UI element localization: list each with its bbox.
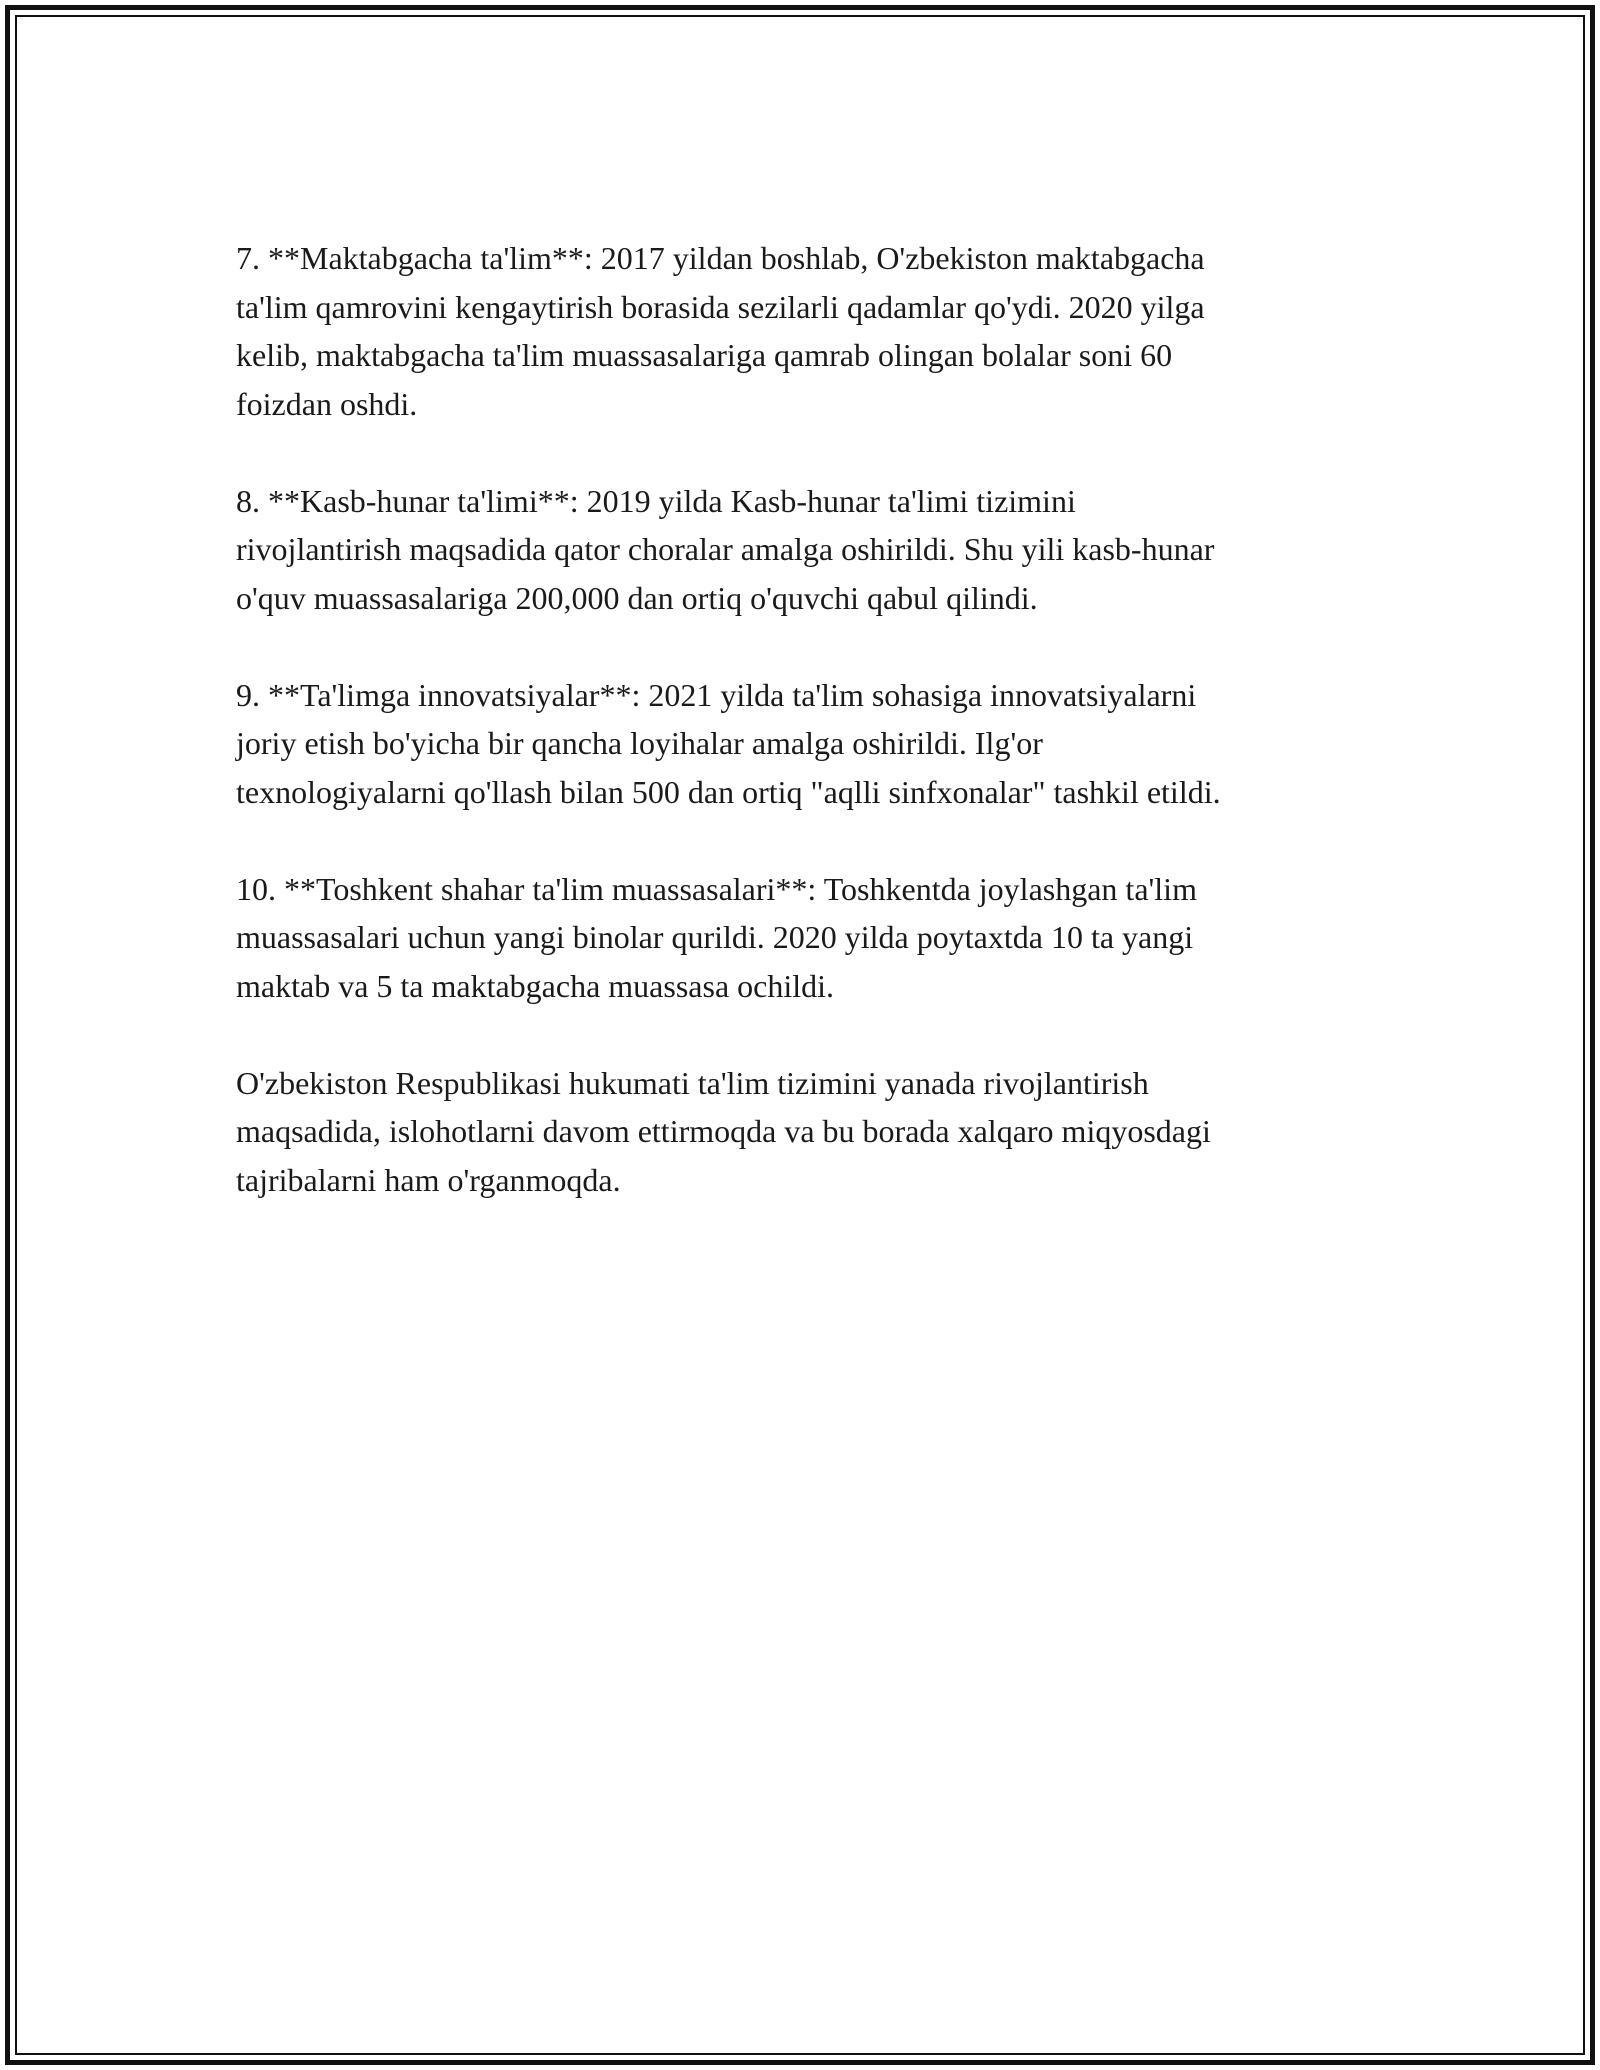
paragraph-tashkent-institutions: 10. **Toshkent shahar ta'lim muassasalari**: Toshkentda joylashgan ta'lim muassasalari uchun yangi binolar qurildi. 2020 yilda poytaxtda 10 ta yangi maktab va 5 ta maktabgacha muassasa ochildi.: [236, 870, 1197, 1004]
paragraph-conclusion: O'zbekiston Respublikasi hukumati ta'lim tizimini yanada rivojlantirish maqsadida, islohotlarni davom ettirmoqda va bu borada xalqaro miqyosdagi tajribalarni ham o'rganmoqda.: [236, 1064, 1211, 1198]
document-body: [236, 234, 1376, 1253]
paragraph-vocational-education: 8. **Kasb-hunar ta'limi**: 2019 yilda Kasb-hunar ta'limi tizimini rivojlantirish maqsadida qator choralar amalga oshirildi. Shu yili kasb-hunar o'quv muassasalariga 200,000 dan ortiq o'quvchi qabul qilindi.: [236, 482, 1215, 616]
paragraph-preschool-education: 7. **Maktabgacha ta'lim**: 2017 yildan boshlab, O'zbekiston maktabgacha ta'lim qamrovini kengaytirish borasida sezilarli qadamlar qo'ydi. 2020 yilga kelib, maktabgacha ta'lim muassasalariga qamrab olingan bolalar soni 60 foizdan oshdi.: [236, 240, 1205, 422]
paragraph-education-innovations: 9. **Ta'limga innovatsiyalar**: 2021 yilda ta'lim sohasiga innovatsiyalarni joriy etish bo'yicha bir qancha loyihalar amalga oshirildi. Ilg'or texnologiyalarni qo'llash bilan 500 dan ortiq "aqlli sinfxonalar" tashkil etildi.: [236, 676, 1221, 810]
